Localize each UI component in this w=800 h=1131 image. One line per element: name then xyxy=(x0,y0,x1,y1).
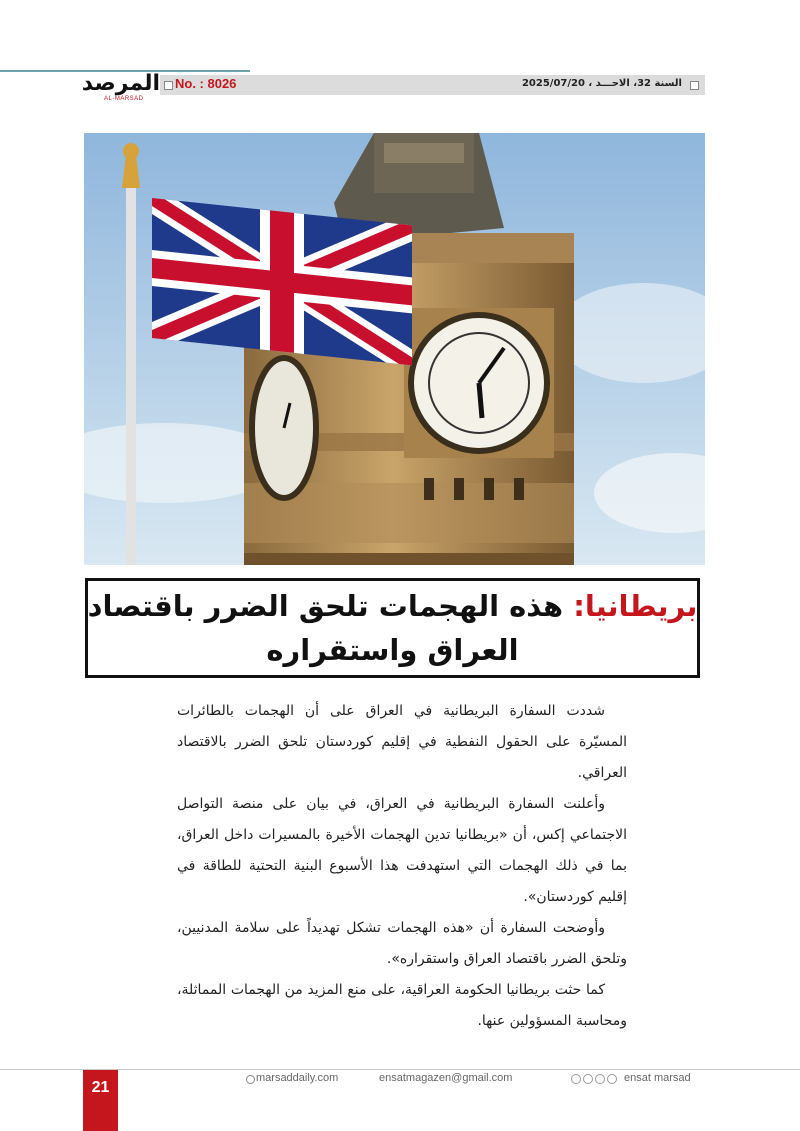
date-square-icon xyxy=(690,81,699,90)
youtube-icon[interactable] xyxy=(607,1074,617,1084)
article-body xyxy=(177,696,627,1037)
logo-text: المرصد xyxy=(81,71,160,96)
footer-email-link[interactable]: ensatmagazen@gmail.com xyxy=(379,1072,513,1084)
twitter-icon[interactable] xyxy=(583,1074,593,1084)
article-paragraph: شددت السفارة البريطانية في العراق على أن الهجمات بالطائرات المسيّرة على الحقول النفطية في إقليم كوردستان تلحق الضرر بالاقتصاد العراقي. xyxy=(177,703,627,781)
headline-box xyxy=(85,578,700,678)
masthead-logo xyxy=(82,70,160,104)
big-ben-flag-illustration xyxy=(84,133,705,565)
footer-social-handle: ensat marsad xyxy=(624,1072,691,1084)
article-photo xyxy=(84,133,705,565)
headline-line-1 xyxy=(88,584,698,628)
headline-text-1: هذه الهجمات تلحق الضرر باقتصاد xyxy=(87,589,564,623)
footer-rule xyxy=(0,1069,800,1070)
logo-subtext: AL-MARSAD xyxy=(104,96,144,102)
social-icons xyxy=(571,1074,617,1084)
article-paragraph: وأوضحت السفارة أن «هذه الهجمات تشكل تهديداً على سلامة المدنيين، وتلحق الضرر باقتصاد العراق واستقراره». xyxy=(177,920,627,967)
issue-date-line: السنة 32، الاحـــد ، 2025/07/20 xyxy=(521,78,682,89)
article-paragraph: كما حثت بريطانيا الحكومة العراقية، على منع المزيد من الهجمات المماثلة، ومحاسبة المسؤولين عنها. xyxy=(177,982,627,1029)
issue-number: No. : 8026 xyxy=(175,76,237,91)
headline-line-2: العراق واستقراره xyxy=(266,633,519,667)
footer-website-link[interactable]: marsaddaily.com xyxy=(256,1072,339,1084)
instagram-icon[interactable] xyxy=(595,1074,605,1084)
page-number: 21 xyxy=(83,1070,118,1131)
article-paragraph: وأعلنت السفارة البريطانية في العراق، في بيان على منصة التواصل الاجتماعي إكس، أن «بريطانيا تدين الهجمات الأخيرة بالمسيرات داخل العراق، بما في ذلك الهجمات التي استهدفت هذا الأسبوع البنية التحتية للطاقة في إقليم كوردستان». xyxy=(177,796,627,905)
headline-kicker: بريطانيا: xyxy=(573,589,698,623)
facebook-icon[interactable] xyxy=(571,1074,581,1084)
issue-square-icon xyxy=(164,81,173,90)
